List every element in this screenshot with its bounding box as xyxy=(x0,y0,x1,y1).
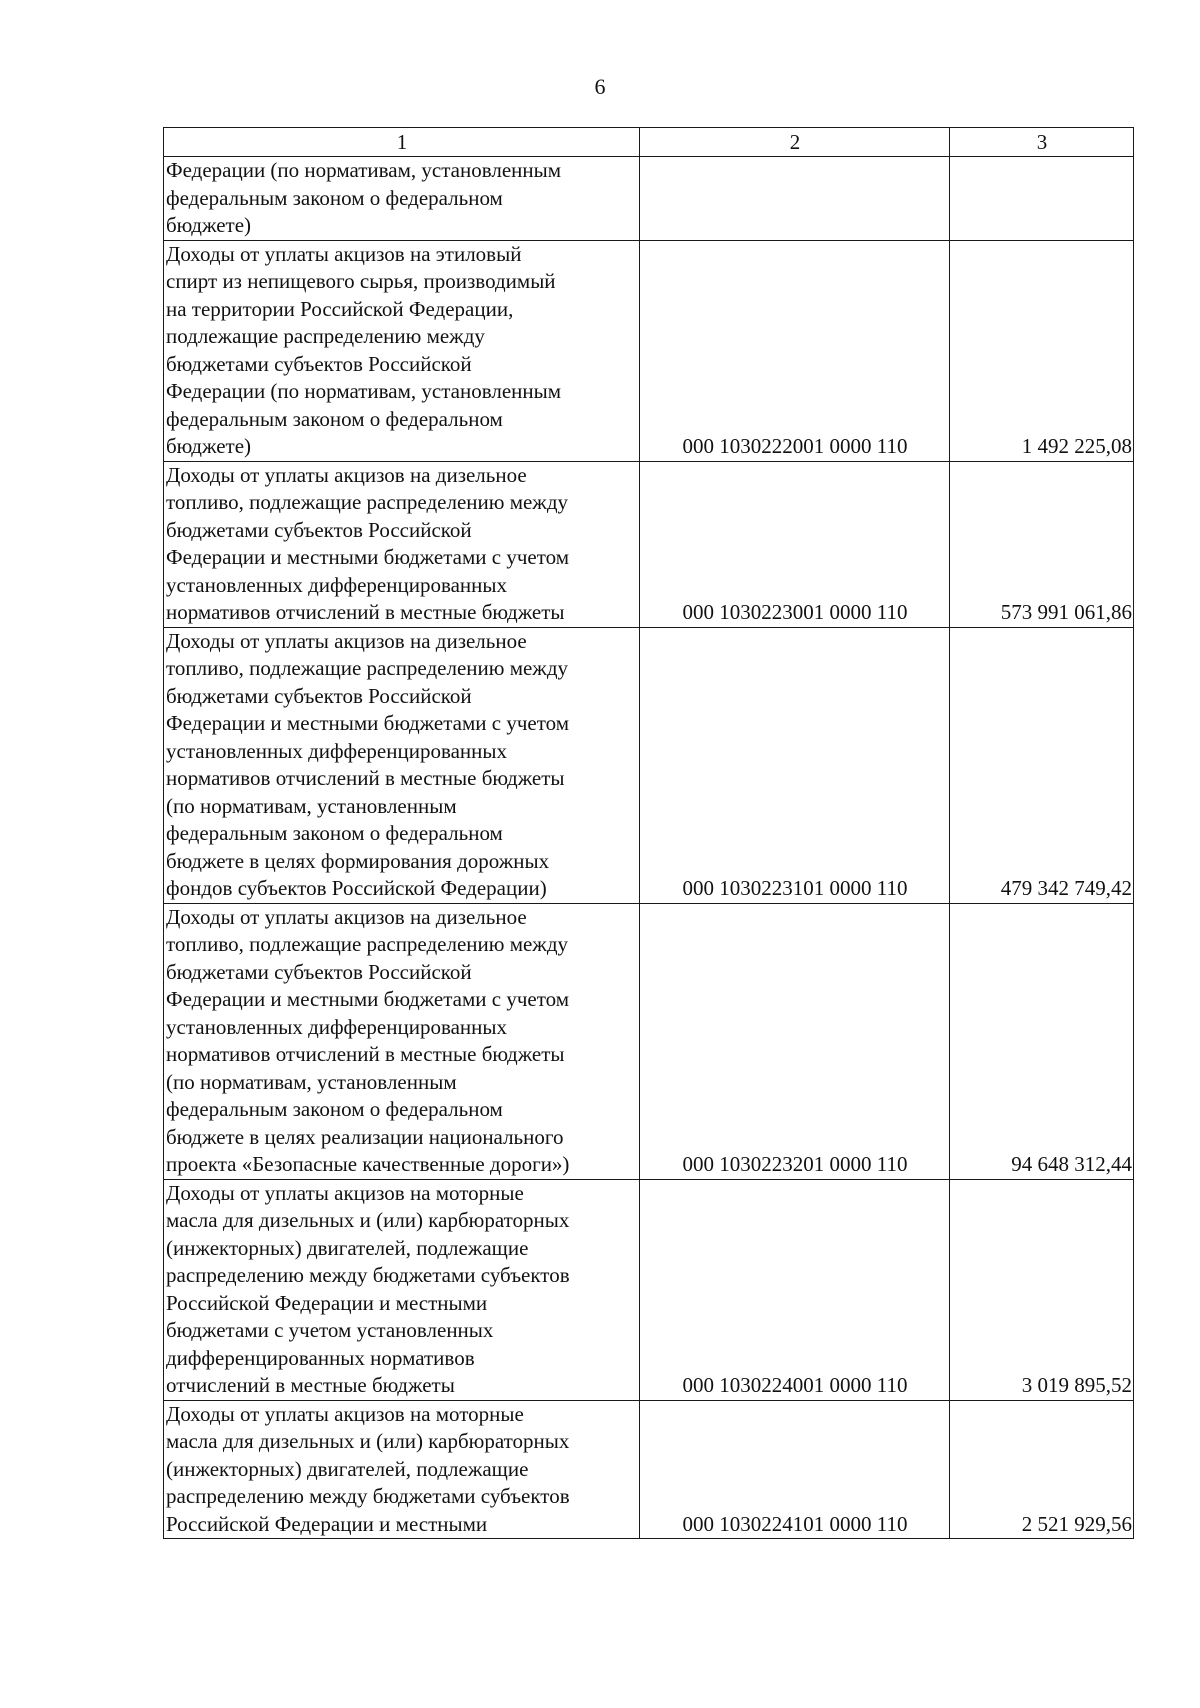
row-code-cell xyxy=(640,157,950,241)
page-number: 6 xyxy=(594,74,606,99)
column-header-1: 1 xyxy=(164,128,640,157)
table-row xyxy=(164,240,1134,461)
revenue-table xyxy=(163,127,1134,1539)
row-amount-cell: 573 991 061,86 xyxy=(950,461,1134,627)
row-amount-cell: 3 019 895,52 xyxy=(950,1179,1134,1400)
row-name-cell: Доходы от уплаты акцизов на этиловый спирт из непищевого сырья, производимый на территории Российской Федерации, подлежащие распределению между бюджетами субъектов Российской Федерации (по нормативам, установленным федеральным законом о федеральном бюджете) xyxy=(164,240,640,461)
table-row xyxy=(164,157,1134,241)
table-row xyxy=(164,627,1134,903)
row-amount-cell xyxy=(950,157,1134,241)
row-name-cell: Доходы от уплаты акцизов на моторные масла для дизельных и (или) карбюраторных (инжекторных) двигателей, подлежащие распределению между бюджетами субъектов Российской Федерации и местными xyxy=(164,1400,640,1539)
row-amount-cell: 1 492 225,08 xyxy=(950,240,1134,461)
row-amount-cell: 479 342 749,42 xyxy=(950,627,1134,903)
column-header-2: 2 xyxy=(640,128,950,157)
header-row xyxy=(164,128,1134,157)
table-row xyxy=(164,461,1134,627)
table-row xyxy=(164,1400,1134,1539)
row-name-cell: Доходы от уплаты акцизов на дизельное топливо, подлежащие распределению между бюджетами субъектов Российской Федерации и местными бюджетами с учетом установленных дифференцированных нормативов отчислений в местные бюджеты xyxy=(164,461,640,627)
row-name-cell: Федерации (по нормативам, установленным федеральным законом о федеральном бюджете) xyxy=(164,157,640,241)
row-code-cell: 000 1030223001 0000 110 xyxy=(640,461,950,627)
row-code-cell: 000 1030222001 0000 110 xyxy=(640,240,950,461)
row-code-cell: 000 1030223101 0000 110 xyxy=(640,627,950,903)
row-amount-cell: 94 648 312,44 xyxy=(950,903,1134,1179)
table-body xyxy=(164,157,1134,1539)
table-row xyxy=(164,903,1134,1179)
table-header xyxy=(164,128,1134,157)
row-code-cell: 000 1030224101 0000 110 xyxy=(640,1400,950,1539)
row-amount-cell: 2 521 929,56 xyxy=(950,1400,1134,1539)
table-row xyxy=(164,1179,1134,1400)
row-code-cell: 000 1030223201 0000 110 xyxy=(640,903,950,1179)
column-header-3: 3 xyxy=(950,128,1134,157)
row-name-cell: Доходы от уплаты акцизов на моторные масла для дизельных и (или) карбюраторных (инжекторных) двигателей, подлежащие распределению между бюджетами субъектов Российской Федерации и местными бюджетами с учетом установленных дифференцированных нормативов отчислений в местные бюджеты xyxy=(164,1179,640,1400)
row-name-cell: Доходы от уплаты акцизов на дизельное топливо, подлежащие распределению между бюджетами субъектов Российской Федерации и местными бюджетами с учетом установленных дифференцированных нормативов отчислений в местные бюджеты (по нормативам, установленным федеральным законом о федеральном бюджете в целях реализации национального проекта «Безопасные качественные дороги») xyxy=(164,903,640,1179)
row-code-cell: 000 1030224001 0000 110 xyxy=(640,1179,950,1400)
row-name-cell: Доходы от уплаты акцизов на дизельное топливо, подлежащие распределению между бюджетами субъектов Российской Федерации и местными бюджетами с учетом установленных дифференцированных нормативов отчислений в местные бюджеты (по нормативам, установленным федеральным законом о федеральном бюджете в целях формирования дорожных фондов субъектов Российской Федерации) xyxy=(164,627,640,903)
